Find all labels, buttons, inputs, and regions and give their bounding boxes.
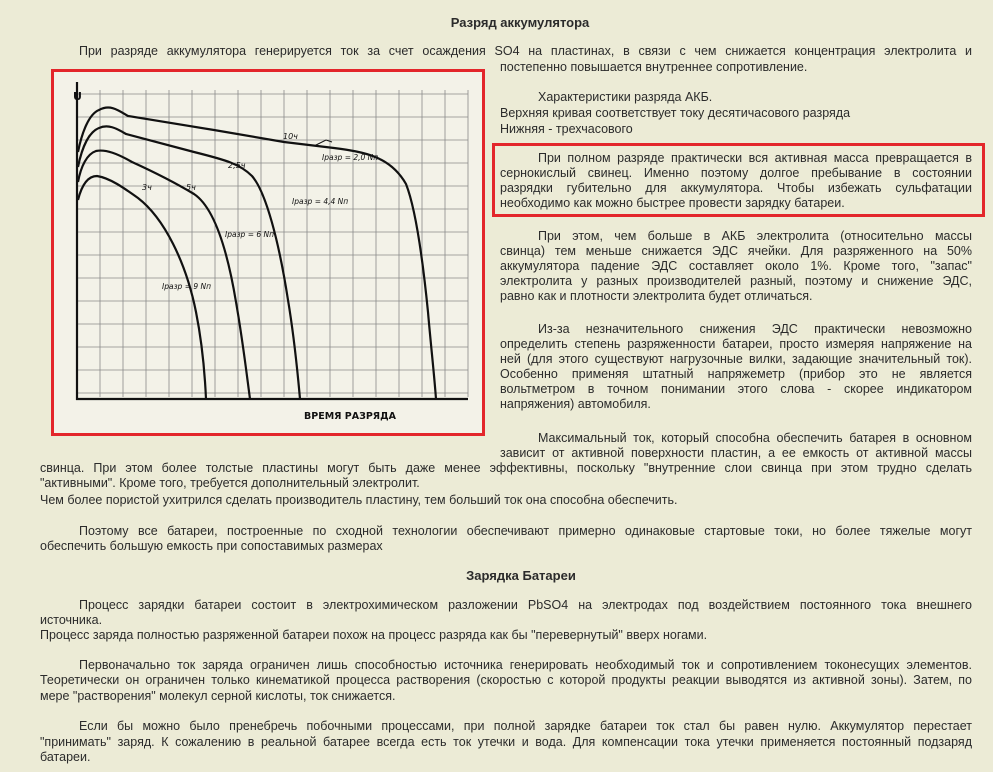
maxcurrent-line1: Максимальный ток, который способна обеспечить батарея в основном bbox=[538, 431, 972, 445]
intro-paragraph-line1: При разряде аккумулятора генерируется ток за счет осаждения SO4 на пластинах, в связи с чем снижается концентрация электролита и bbox=[79, 44, 972, 58]
emf-line: электролита у разных производителей разный, поэтому и снижение ЭДС, bbox=[500, 274, 972, 288]
section-title-charging: Зарядка Батареи bbox=[466, 568, 576, 583]
y-axis-label: U bbox=[73, 90, 82, 103]
emf-line: свинца) тем меньше снижается ЭДС ячейки. Для разряженного на 50% bbox=[500, 244, 972, 258]
charging-p2-line1: Первоначально ток заряда ограничен лишь способностью источника генерировать необходимый ток и сопротивлением токонесущих элементов. bbox=[79, 658, 972, 672]
charging-p1-line3: Процесс заряда полностью разряженной батареи похож на процесс разряда как бы "перевернутый" вверх ногами. bbox=[40, 628, 708, 642]
label-i-9: Iразр = 9 Nп bbox=[162, 282, 212, 291]
label-3h: 3ч bbox=[142, 183, 152, 192]
batteries-line2: обеспечить большую емкость при сопоставимых размерах bbox=[40, 539, 383, 553]
emf-paragraph bbox=[500, 229, 972, 304]
label-2-5h: 2,5ч bbox=[228, 161, 246, 170]
charging-p3-line3: батареи. bbox=[40, 750, 91, 764]
callout-line: При полном разряде практически вся активная масса превращается в bbox=[538, 151, 972, 165]
voltmeter-line: определить степень разряженности батареи, просто измеряя напряжение на bbox=[500, 337, 972, 351]
callout-line: необходимо как можно быстрее провести зарядку батареи. bbox=[500, 196, 845, 210]
voltmeter-line: напряжения) автомобиля. bbox=[500, 397, 651, 411]
char-lower-curve: Нижняя - трехчасового bbox=[500, 122, 633, 136]
label-i-2-0: Iразр = 2,0 Nп bbox=[322, 153, 379, 162]
emf-line: равно как и плотности электролита будет отличаться. bbox=[500, 289, 813, 303]
voltmeter-line: Из-за незначительного снижения ЭДС практически невозможно bbox=[538, 322, 972, 336]
section-title-discharge: Разряд аккумулятора bbox=[450, 15, 590, 30]
callout-line: разрядки губительно для аккумулятора. Чтобы избежать сульфатации bbox=[500, 181, 972, 195]
voltmeter-line: Особенно применяя штатный напряжеметр (прибор это не является bbox=[500, 367, 972, 381]
charging-p3-line2: "принимать" заряд. К сожалению в реальной батарее всегда есть ток утечки и вода. Для компенсации тока утечки применяется постоянный подзаряд bbox=[40, 735, 972, 749]
label-10h: 10ч bbox=[283, 132, 298, 141]
x-axis-label: ВРЕМЯ РАЗРЯДА bbox=[304, 411, 396, 422]
callout-line: сернокислый свинец. Именно поэтому долгое пребывание в состоянии bbox=[500, 166, 972, 180]
voltmeter-paragraph bbox=[500, 322, 972, 412]
voltmeter-line: вольтметром в точном понимании этого слова - скорее индикатором bbox=[500, 382, 972, 396]
charging-p1-line1: Процесс зарядки батареи состоит в электрохимическом разложении PbSO4 на электродах под воздействием постоянного тока внешнего bbox=[79, 598, 972, 612]
charging-p2-line3: мере "растворения" молекул серной кислоты, ток снижается. bbox=[40, 689, 396, 703]
maxcurrent-line2: зависит от активной поверхности пластин, а ее емкость от активной массы bbox=[500, 446, 972, 460]
batteries-line1: Поэтому все батареи, построенные по сходной технологии обеспечивают примерно одинаковые стартовые токи, но более тяжелые могут bbox=[79, 524, 972, 538]
voltmeter-line: ней (для этого существуют нагрузочные вилки, задающие значительный ток). bbox=[500, 352, 972, 366]
char-upper-curve: Верхняя кривая соответствует току десятичасового разряда bbox=[500, 106, 851, 120]
label-5h: 5ч bbox=[186, 183, 196, 192]
label-i-6: Iразр = 6 Nп bbox=[225, 230, 275, 239]
discharge-chart-frame bbox=[51, 69, 485, 436]
charging-p2-line2: Теоретически он ограничен только кинематикой процесса растворения (скоростью с которой продукты реакции выводятся из активной зоны). Затем, по bbox=[40, 673, 972, 687]
charging-p3-line1: Если бы можно было пренебречь побочными процессами, при полной зарядке батареи ток стал бы равен нулю. Аккумулятор перестает bbox=[79, 719, 972, 733]
sulfation-callout-text bbox=[500, 151, 972, 211]
emf-line: При этом, чем больше в АКБ электролита (относительно массы bbox=[538, 229, 972, 243]
intro-paragraph-line2: постепенно повышается внутреннее сопротивление. bbox=[500, 60, 808, 74]
maxcurrent-line4: "активными". Кроме того, требуется дополнительный электролит. bbox=[40, 476, 420, 490]
label-i-4-4: Iразр = 4,4 Nп bbox=[292, 197, 349, 206]
porous-plate-line: Чем более пористой ухитрился сделать производитель пластину, тем больший ток она способна обеспечить. bbox=[40, 493, 678, 507]
char-title: Характеристики разряда АКБ. bbox=[538, 90, 713, 104]
maxcurrent-line3: свинца. При этом более толстые пластины могут быть даже менее эффективны, поскольку "внутренние слои свинца при этом трудно сделать bbox=[40, 461, 972, 475]
emf-line: аккумулятора падение ЭДС составляет около 1%. Кроме того, "запас" bbox=[500, 259, 972, 273]
cut-off-top-line bbox=[0, 0, 993, 3]
discharge-chart bbox=[54, 72, 482, 433]
charging-p1-line2: источника. bbox=[40, 613, 103, 627]
